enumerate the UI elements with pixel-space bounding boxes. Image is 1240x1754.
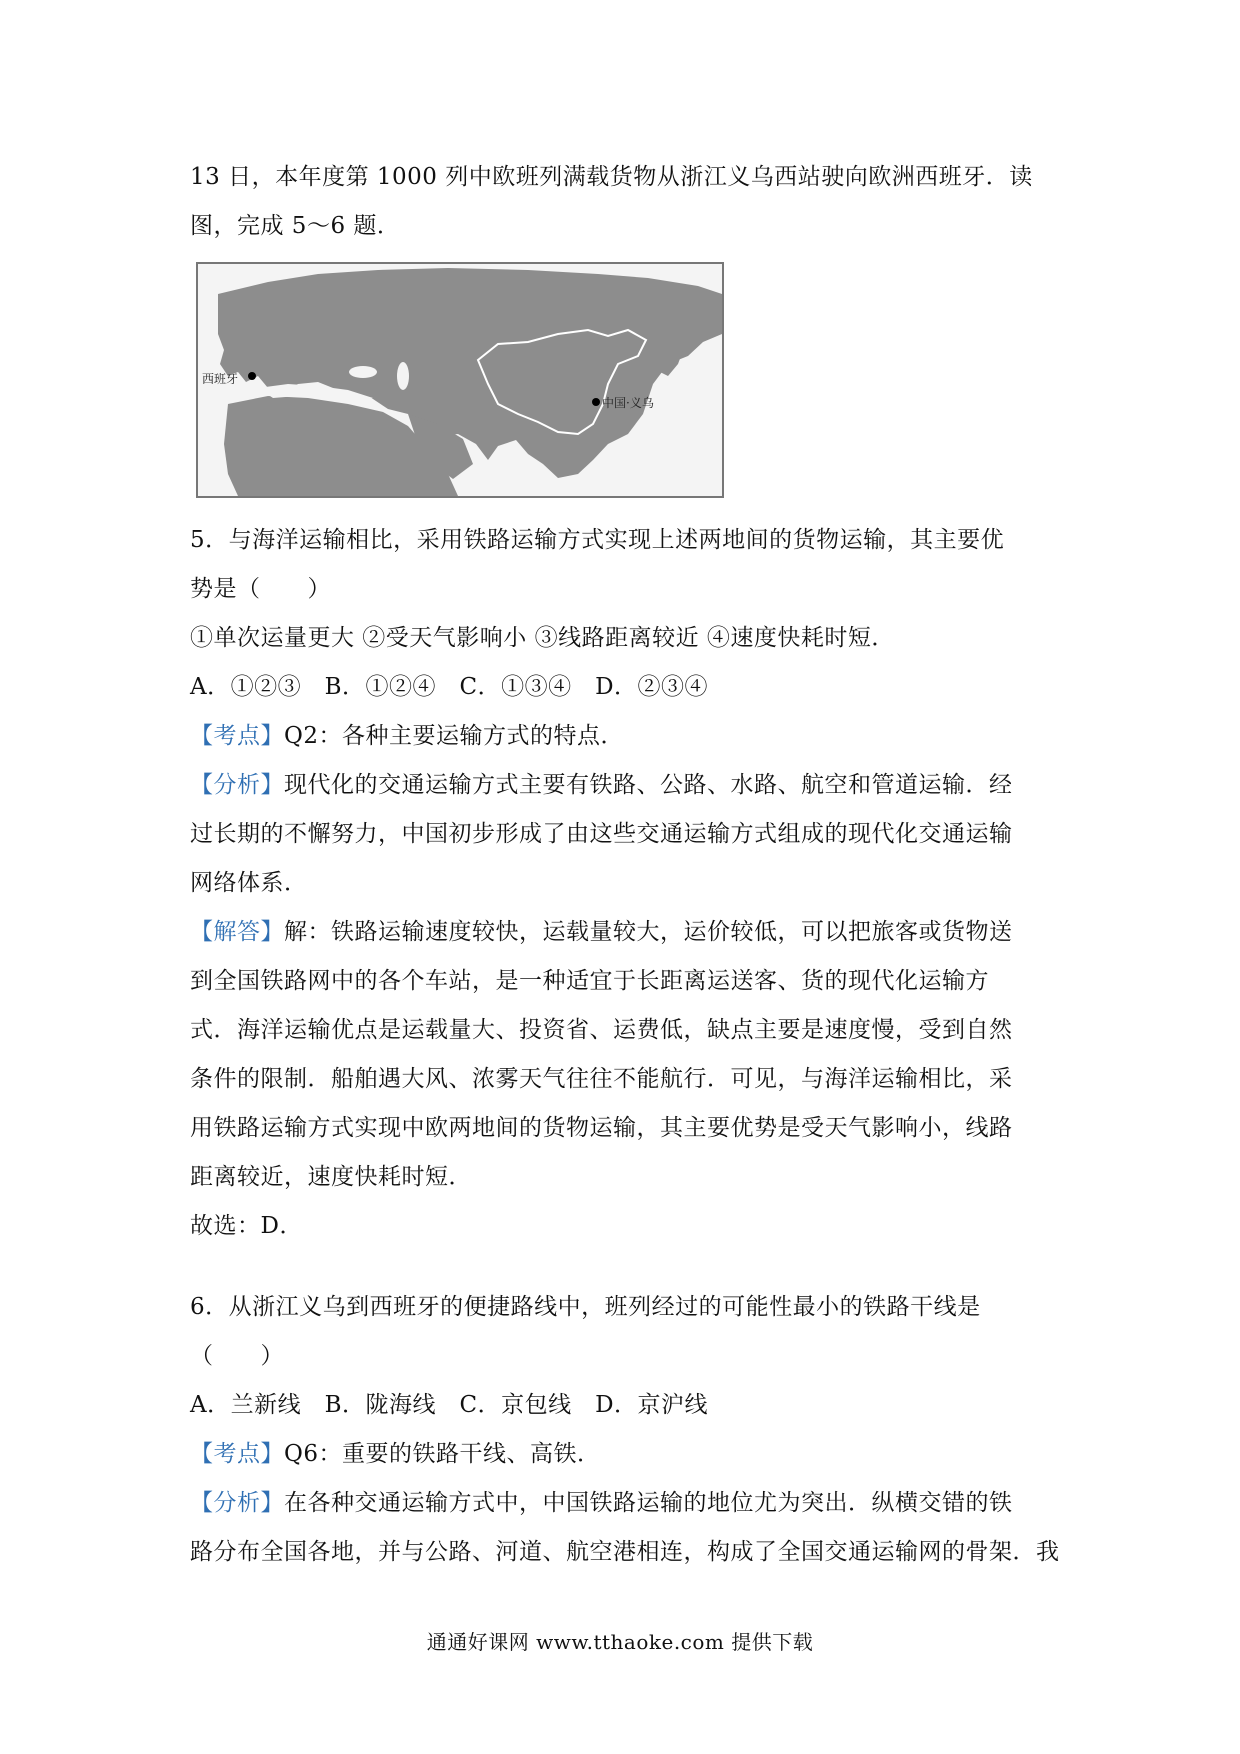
map-spain-marker <box>248 372 256 380</box>
map-yiwu-marker <box>592 398 600 406</box>
q5-kaodian-tag: 【考点】 <box>190 723 284 749</box>
q6-fenxi-line-1 <box>190 1486 1060 1520</box>
q5-jieda-line-3: 式．海洋运输优点是运载量大、投资省、运费低，缺点主要是速度慢，受到自然 <box>190 1017 1013 1043</box>
q5-options: A．①②③ B．①②④ C．①③④ D．②③④ <box>190 674 709 700</box>
q5-fenxi-line-2: 过长期的不懈努力，中国初步形成了由这些交通运输方式组成的现代化交通运输 <box>190 821 1013 847</box>
q5-jieda-text-1: 解：铁路运输速度较快，运载量较大，运价较低，可以把旅客或货物送 <box>284 919 1013 945</box>
q5-fenxi-line-1 <box>190 768 1060 802</box>
q5-jieda-line-4: 条件的限制．船舶遇大风、浓雾天气往往不能航行．可见，与海洋运输相比，采 <box>190 1066 1013 1092</box>
page-footer: 通通好课网 www.tthaoke.com 提供下载 <box>426 1630 814 1654</box>
q5-jieda-line-5: 用铁路运输方式实现中欧两地间的货物运输，其主要优势是受天气影响小，线路 <box>190 1115 1013 1141</box>
q6-stem-line-2: （ ） <box>190 1343 284 1369</box>
intro-line-2: 图，完成 5～6 题． <box>190 213 401 239</box>
q6-stem-line-1: 6．从浙江义乌到西班牙的便捷路线中，班列经过的可能性最小的铁路干线是 <box>190 1294 981 1320</box>
q5-fenxi-tag: 【分析】 <box>190 772 284 798</box>
q6-fenxi-text-1: 在各种交通运输方式中，中国铁路运输的地位尤为突出．纵横交错的铁 <box>284 1490 1013 1516</box>
q6-kaodian-text: Q6：重要的铁路干线、高铁． <box>284 1441 601 1467</box>
q5-fenxi-text-1: 现代化的交通运输方式主要有铁路、公路、水路、航空和管道运输．经 <box>284 772 1013 798</box>
eurasia-map <box>196 262 724 498</box>
map-black-sea <box>349 366 377 378</box>
eurasia-map-graphic <box>198 264 722 496</box>
q5-kaodian <box>190 719 1060 753</box>
q5-stem-line-2: 势是（ ） <box>190 576 331 602</box>
q5-kaodian-text: Q2：各种主要运输方式的特点． <box>284 723 624 749</box>
q5-jieda-tag: 【解答】 <box>190 919 284 945</box>
q5-jieda-line-1 <box>190 915 1060 949</box>
q6-fenxi-tag: 【分析】 <box>190 1490 284 1516</box>
q5-stem-line-1: 5．与海洋运输相比，采用铁路运输方式实现上述两地间的货物运输，其主要优 <box>190 527 1005 553</box>
q5-items: ①单次运量更大 ②受天气影响小 ③线路距离较近 ④速度快耗时短． <box>190 625 895 651</box>
intro-line-1: 13 日，本年度第 1000 列中欧班列满载货物从浙江义乌西站驶向欧洲西班牙．读 <box>190 164 1033 190</box>
q6-options: A．兰新线 B．陇海线 C．京包线 D．京沪线 <box>190 1392 709 1418</box>
q5-fenxi-line-3: 网络体系． <box>190 870 308 896</box>
map-label-spain: 西班牙 <box>202 372 239 386</box>
map-caspian-sea <box>397 362 409 390</box>
q6-kaodian <box>190 1437 1060 1471</box>
q5-answer: 故选：D． <box>190 1213 303 1239</box>
q6-fenxi-line-2: 路分布全国各地，并与公路、河道、航空港相连，构成了全国交通运输网的骨架．我 <box>190 1539 1060 1565</box>
q5-jieda-line-6: 距离较近，速度快耗时短． <box>190 1164 472 1190</box>
map-label-yiwu: 中国·义乌 <box>602 396 654 410</box>
q6-kaodian-tag: 【考点】 <box>190 1441 284 1467</box>
q5-jieda-line-2: 到全国铁路网中的各个车站，是一种适宜于长距离运送客、货的现代化运输方 <box>190 968 989 994</box>
